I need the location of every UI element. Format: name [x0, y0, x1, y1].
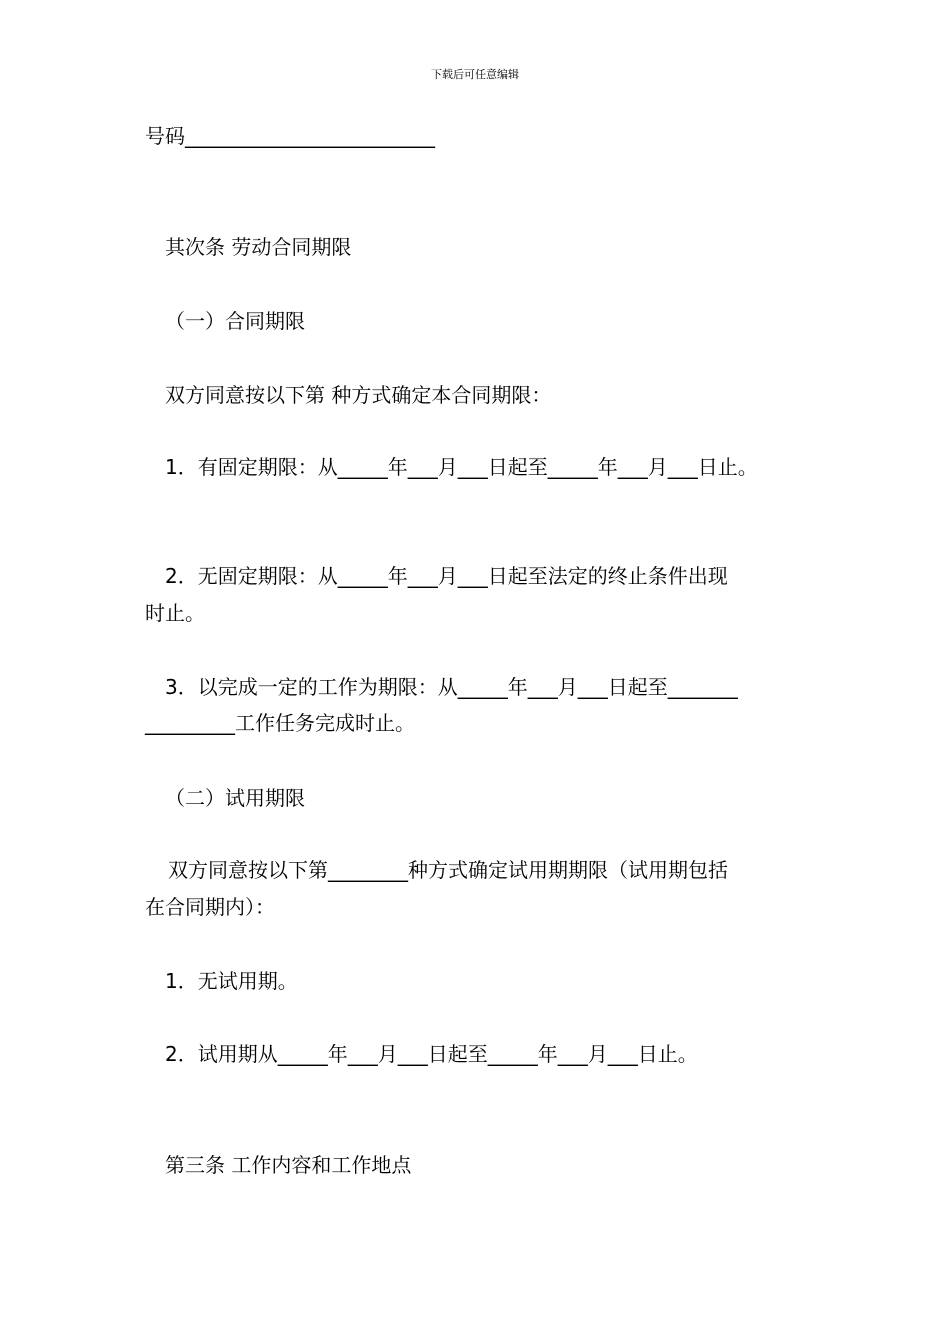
page-header-note: 下载后可任意编辑: [431, 68, 519, 81]
section-title-work-content: 第三条 工作内容和工作地点: [165, 1153, 412, 1177]
text-line: 1．有固定期限：从_____年___月___日起至_____年___月___日止。: [165, 455, 758, 479]
text-line: 双方同意按以下第 种方式确定本合同期限：: [165, 383, 552, 407]
subsection-title-contract-period: （一）合同期限: [165, 309, 305, 333]
text-line: 时止。: [145, 601, 205, 625]
text-line: 3．以完成一定的工作为期限：从_____年___月___日起至_______: [165, 675, 738, 699]
text-line-id-number: 号码_________________________: [145, 124, 435, 148]
text-line: 1．无试用期。: [165, 969, 298, 993]
text-line: 2．无固定期限：从_____年___月___日起至法定的终止条件出现: [165, 564, 728, 588]
section-title-contract-term: 其次条 劳动合同期限: [165, 235, 352, 259]
text-line: 双方同意按以下第________种方式确定试用期期限（试用期包括: [168, 858, 728, 882]
text-line: 2．试用期从_____年___月___日起至_____年___月___日止。: [165, 1042, 698, 1066]
text-line: _________工作任务完成时止。: [145, 711, 415, 735]
subsection-title-probation: （二）试用期限: [165, 786, 305, 810]
text-line: 在合同期内）：: [145, 895, 275, 919]
